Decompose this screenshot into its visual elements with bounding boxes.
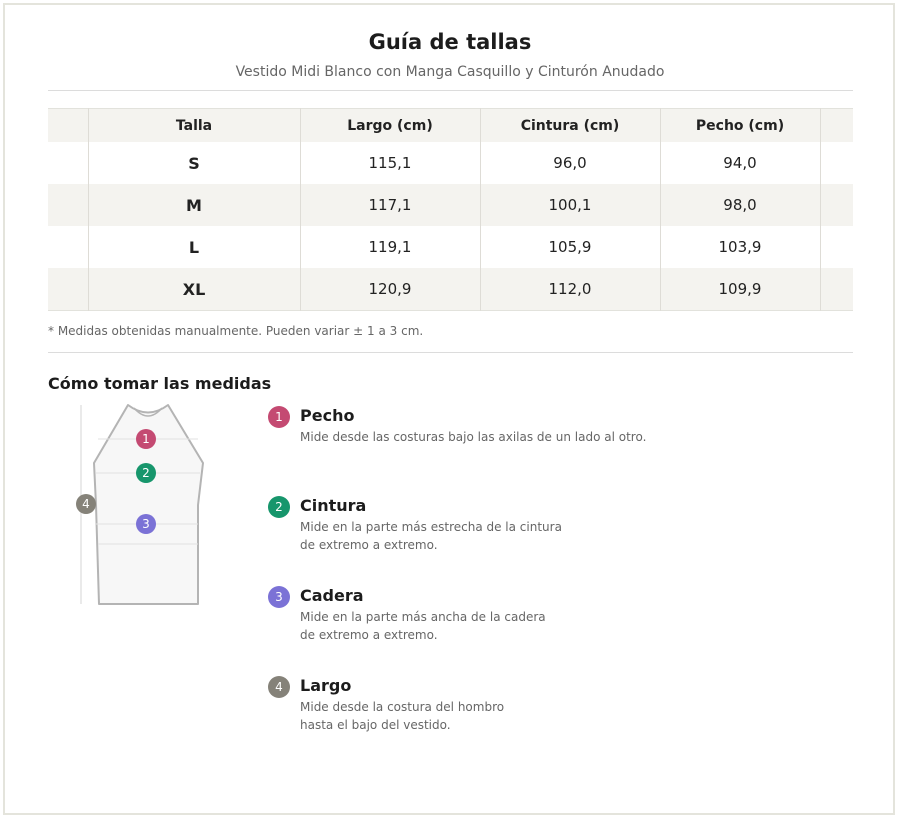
waist-marker bbox=[136, 463, 156, 483]
number-badge: 4 bbox=[268, 676, 290, 698]
cintura-cell: 100,1 bbox=[480, 184, 660, 226]
cintura-cell: 112,0 bbox=[480, 268, 660, 311]
size-cell: M bbox=[88, 184, 300, 226]
pecho-cell: 109,9 bbox=[660, 268, 820, 311]
table-spacer bbox=[48, 109, 88, 143]
largo-cell: 119,1 bbox=[300, 226, 480, 268]
product-name: Vestido Midi Blanco con Manga Casquillo y Cinturón Anudado bbox=[235, 64, 665, 80]
table-spacer bbox=[48, 142, 88, 184]
table-row bbox=[48, 268, 853, 311]
size-cell: XL bbox=[88, 268, 300, 311]
measurement-footnote: * Medidas obtenidas manualmente. Pueden variar ± 1 a 3 cm. bbox=[48, 324, 424, 338]
cintura-cell: 105,9 bbox=[480, 226, 660, 268]
size-cell: S bbox=[88, 142, 300, 184]
largo-cell: 117,1 bbox=[300, 184, 480, 226]
svg-text:2: 2 bbox=[142, 466, 150, 480]
table-row bbox=[48, 184, 853, 226]
section-title: Cómo tomar las medidas bbox=[48, 374, 272, 393]
divider bbox=[48, 352, 853, 353]
dress-diagram bbox=[70, 400, 220, 610]
number-badge: 1 bbox=[268, 406, 290, 428]
number-badge: 2 bbox=[268, 496, 290, 518]
table-spacer bbox=[48, 226, 88, 268]
svg-text:4: 4 bbox=[82, 497, 90, 511]
length-marker bbox=[76, 494, 96, 514]
measure-description: Mide desde la costura del hombro hasta el bajo del vestido. bbox=[300, 700, 505, 732]
table-spacer bbox=[820, 268, 853, 311]
table-spacer bbox=[820, 226, 853, 268]
page-title: Guía de tallas bbox=[368, 30, 532, 54]
measure-title: Cintura bbox=[300, 496, 367, 515]
column-header-talla: Talla bbox=[88, 109, 300, 143]
pecho-cell: 98,0 bbox=[660, 184, 820, 226]
svg-text:3: 3 bbox=[142, 517, 150, 531]
number-badge: 3 bbox=[268, 586, 290, 608]
table-header-row bbox=[48, 109, 853, 143]
chest-marker bbox=[136, 429, 156, 449]
table-row bbox=[48, 226, 853, 268]
size-table bbox=[48, 108, 853, 311]
column-header-cintura: Cintura (cm) bbox=[480, 109, 660, 143]
measure-description: Mide en la parte más estrecha de la cintura de extremo a extremo. bbox=[300, 520, 562, 552]
column-header-largo: Largo (cm) bbox=[300, 109, 480, 143]
table-row bbox=[48, 142, 853, 184]
cintura-cell: 96,0 bbox=[480, 142, 660, 184]
table-spacer bbox=[820, 109, 853, 143]
table-spacer bbox=[820, 184, 853, 226]
largo-cell: 120,9 bbox=[300, 268, 480, 311]
measure-title: Largo bbox=[300, 676, 352, 695]
table-spacer bbox=[48, 268, 88, 311]
svg-text:1: 1 bbox=[142, 432, 150, 446]
hip-marker bbox=[136, 514, 156, 534]
pecho-cell: 94,0 bbox=[660, 142, 820, 184]
largo-cell: 115,1 bbox=[300, 142, 480, 184]
pecho-cell: 103,9 bbox=[660, 226, 820, 268]
table-spacer bbox=[48, 184, 88, 226]
measure-description: Mide en la parte más ancha de la cadera de extremo a extremo. bbox=[300, 610, 546, 642]
size-cell: L bbox=[88, 226, 300, 268]
column-header-pecho: Pecho (cm) bbox=[660, 109, 820, 143]
table-spacer bbox=[820, 142, 853, 184]
measure-description: Mide desde las costuras bajo las axilas de un lado al otro. bbox=[300, 430, 647, 444]
measure-title: Pecho bbox=[300, 406, 355, 425]
measure-title: Cadera bbox=[300, 586, 364, 605]
divider bbox=[48, 90, 853, 91]
